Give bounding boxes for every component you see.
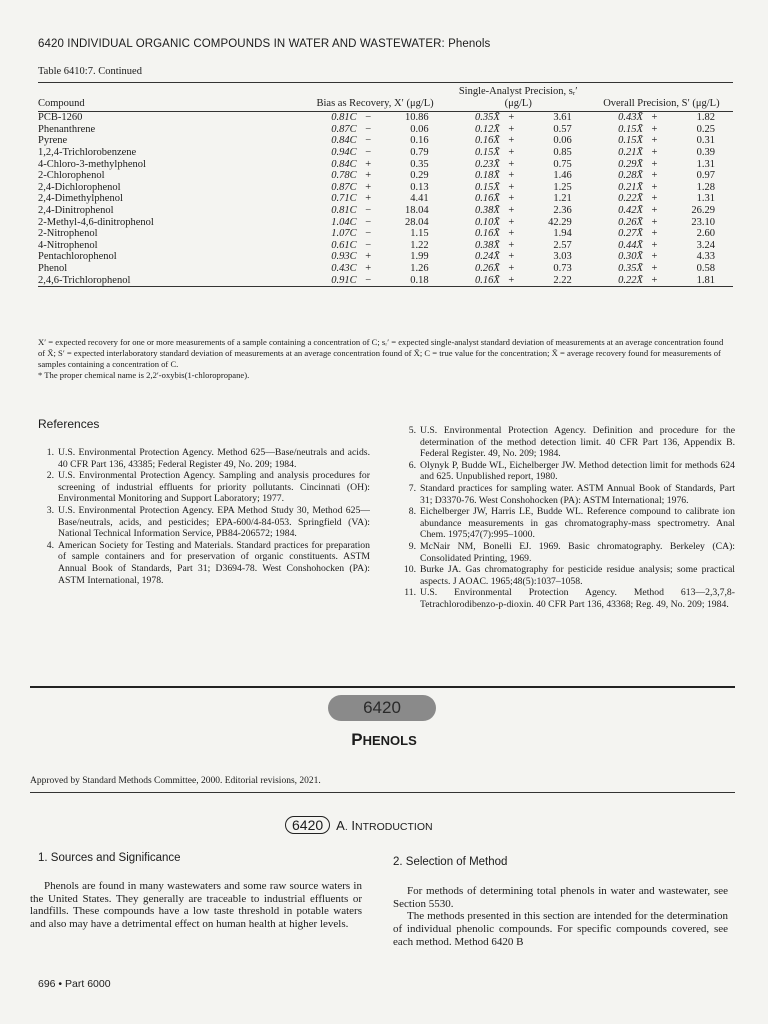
- bias-constant: 18.04: [405, 204, 429, 216]
- reference-text: U.S. Environmental Protection Agency. Definition and procedure for the determination of the method detection limit. 40 CFR Part 136, Appendix B. Federal Register. 49, No. 209; 1984.: [420, 425, 735, 460]
- overall-coefficient: 0.30X̄: [618, 251, 643, 263]
- table-caption: Table 6410:7. Continued: [38, 66, 142, 77]
- single-operator: +: [508, 135, 515, 147]
- overall-constant: 1.31: [696, 158, 715, 170]
- table-row: [38, 240, 733, 252]
- single-constant: 3.61: [553, 112, 572, 124]
- bias-operator: −: [365, 239, 372, 251]
- footnote-definitions: X′ = expected recovery for one or more measurements of a sample containing a concentration of C; sᵣ′ = expected single-analyst standard deviation of measurements at an average concentration found of X̄; S′ = expected interlaboratory standard deviation of measurements at an average concentration found of X̄; C = true value for the concentration; X̄ = average recovery found for measurements of samples containing a concentration of C.: [38, 337, 724, 369]
- single-operator: +: [508, 181, 515, 193]
- single-constant: 42.29: [548, 216, 572, 228]
- sources-paragraph: Phenols are found in many wastewaters and some raw source waters in the United States. They generally are traceable to industrial effluents or landfills. These compounds have a low taste threshold in potable waters and also may have a detrimental effect on human health at higher levels.: [30, 880, 362, 931]
- table-row: [38, 124, 733, 136]
- bias-constant: 0.18: [410, 274, 429, 286]
- bias-coefficient: 0.94C: [331, 146, 357, 158]
- bias-constant: 28.04: [405, 216, 429, 228]
- single-coefficient: 0.10X̄: [474, 216, 500, 228]
- bias-constant: 1.99: [410, 251, 429, 263]
- bias-operator: +: [365, 181, 372, 193]
- overall-operator: +: [651, 123, 658, 135]
- single-constant: 1.94: [553, 228, 572, 240]
- table-row: [38, 205, 733, 217]
- bias-operator: −: [365, 228, 372, 240]
- overall-operator: +: [651, 204, 658, 216]
- single-constant: 0.57: [553, 123, 572, 135]
- overall-operator: +: [651, 216, 658, 228]
- compound-name: 2-Nitrophenol: [38, 228, 98, 240]
- compound-name: 2-Chlorophenol: [38, 170, 105, 182]
- compound-name: PCB-1260: [38, 112, 83, 124]
- single-constant: 0.75: [553, 158, 572, 170]
- reference-number: 10.: [403, 564, 416, 576]
- single-constant: 2.57: [553, 239, 572, 251]
- reference-number: 7.: [408, 482, 416, 494]
- single-coefficient: 0.15X̄: [474, 146, 500, 158]
- reference-item: [400, 564, 735, 587]
- single-operator: +: [508, 228, 515, 240]
- references-heading: References: [38, 417, 100, 431]
- overall-constant: 1.28: [696, 181, 715, 193]
- table-row: [38, 193, 733, 205]
- approval-note: Approved by Standard Methods Committee, 2000. Editorial revisions, 2021.: [30, 776, 321, 786]
- overall-constant: 26.29: [691, 204, 715, 216]
- reference-item: [400, 541, 735, 564]
- single-operator: +: [508, 158, 515, 170]
- table-row: [38, 275, 733, 287]
- overall-operator: +: [651, 181, 658, 193]
- overall-constant: 1.82: [696, 112, 715, 124]
- single-coefficient: 0.24X̄: [474, 251, 500, 263]
- overall-operator: +: [651, 274, 658, 286]
- table-row: [38, 135, 733, 147]
- bias-constant: 0.06: [410, 123, 429, 135]
- table-top-rule: [38, 82, 733, 83]
- overall-coefficient: 0.35X̄: [618, 262, 643, 274]
- references-left-column: [38, 447, 370, 586]
- reference-text: U.S. Environmental Protection Agency. Method 625—Base/neutrals and acids. 40 CFR Part 136, 43385; Federal Register 49, No. 209; 1984.: [58, 447, 370, 470]
- single-coefficient: 0.26X̄: [474, 262, 500, 274]
- reference-item: [400, 425, 735, 460]
- table-row: [38, 182, 733, 194]
- overall-operator: +: [651, 112, 658, 124]
- reference-text: U.S. Environmental Protection Agency. Method 613—2,3,7,8-Tetrachlorodibenzo-p-dioxin. 40 CFR Part 136, 43368; Reg. 49, No. 209; 1984.: [420, 587, 735, 610]
- reference-item: [38, 540, 370, 586]
- overall-operator: +: [651, 193, 658, 205]
- reference-text: American Society for Testing and Materials. Standard practices for preparation of sample containers and for preservation of organic constituents. ASTM Annual Book of Standards, Part 31; D3694-78. West Conshohocken (PA): ASTM International, 1978.: [58, 539, 370, 586]
- bias-operator: −: [365, 146, 372, 158]
- bias-operator: +: [365, 158, 372, 170]
- bias-operator: −: [365, 216, 372, 228]
- method-paragraph-2: The methods presented in this section are intended for the determination of individual phenolic compounds. For specific compounds covered, see each method. Method 6420 B: [393, 910, 728, 948]
- bias-coefficient: 0.71C: [331, 193, 357, 205]
- method-paragraph-1: For methods of determining total phenols in water and wastewater, see Section 5530.: [393, 885, 728, 910]
- table-row: [38, 251, 733, 263]
- table-row: [38, 263, 733, 275]
- compound-name: 2,4,6-Trichlorophenol: [38, 274, 131, 286]
- single-operator: +: [508, 262, 515, 274]
- overall-constant: 23.10: [691, 216, 715, 228]
- compound-name: 4-Nitrophenol: [38, 239, 98, 251]
- compound-name: 1,2,4-Trichlorobenzene: [38, 146, 137, 158]
- page-folio: 696 • Part 6000: [38, 978, 111, 990]
- overall-operator: +: [651, 228, 658, 240]
- intro-heading: [285, 817, 433, 833]
- single-coefficient: 0.12X̄: [474, 123, 500, 135]
- single-operator: +: [508, 146, 515, 158]
- single-coefficient: 0.18X̄: [474, 170, 500, 182]
- bias-constant: 0.79: [410, 146, 429, 158]
- overall-coefficient: 0.29X̄: [618, 158, 643, 170]
- overall-constant: 0.31: [696, 135, 715, 147]
- compound-name: 2,4-Dimethylphenol: [38, 193, 123, 205]
- bias-coefficient: 1.07C: [331, 228, 357, 240]
- single-constant: 0.06: [553, 135, 572, 147]
- single-constant: 1.25: [553, 181, 572, 193]
- sources-heading: 1. Sources and Significance: [38, 852, 181, 864]
- bias-operator: −: [365, 135, 372, 147]
- overall-constant: 0.25: [696, 123, 715, 135]
- bias-constant: 1.22: [410, 239, 429, 251]
- reference-item: [400, 587, 735, 610]
- reference-number: 3.: [46, 504, 54, 516]
- reference-number: 2.: [46, 470, 54, 482]
- overall-coefficient: 0.21X̄: [618, 181, 643, 193]
- single-constant: 0.73: [553, 262, 572, 274]
- single-coefficient: 0.16X̄: [474, 193, 500, 205]
- compound-name: Pyrene: [38, 135, 68, 147]
- reference-text: Olynyk P, Budde WL, Eichelberger JW. Method detection limit for methods 624 and 625. Unpublished report, 1980.: [420, 459, 735, 483]
- single-coefficient: 0.38X̄: [474, 239, 500, 251]
- running-head: 6420 INDIVIDUAL ORGANIC COMPOUNDS IN WATER AND WASTEWATER: Phenols: [38, 38, 491, 50]
- table-row: [38, 170, 733, 182]
- bias-coefficient: 0.84C: [331, 158, 357, 170]
- table-row: [38, 228, 733, 240]
- overall-constant: 0.58: [696, 262, 715, 274]
- overall-constant: 2.60: [696, 228, 715, 240]
- overall-operator: +: [651, 262, 658, 274]
- bias-coefficient: 0.87C: [331, 123, 357, 135]
- overall-constant: 0.39: [696, 146, 715, 158]
- bias-coefficient: 0.81C: [331, 204, 357, 216]
- overall-coefficient: 0.28X̄: [618, 170, 643, 182]
- method-selection-heading: 2. Selection of Method: [393, 856, 508, 868]
- bias-operator: +: [365, 262, 372, 274]
- table-footnotes: [38, 337, 728, 381]
- compound-name: 2,4-Dichlorophenol: [38, 181, 121, 193]
- header-bias: Bias as Recovery, X′ (μg/L): [316, 97, 434, 109]
- single-coefficient: 0.35X̄: [474, 112, 500, 124]
- bias-constant: 1.26: [410, 262, 429, 274]
- overall-operator: +: [651, 239, 658, 251]
- section-divider: [30, 686, 735, 688]
- bias-coefficient: 0.78C: [331, 170, 357, 182]
- table-row: [38, 159, 733, 171]
- single-operator: +: [508, 112, 515, 124]
- single-constant: 1.21: [553, 193, 572, 205]
- bias-coefficient: 0.93C: [331, 251, 357, 263]
- reference-text: McNair NM, Bonelli EJ. 1969. Basic chromatography. Berkeley (CA): Consolidated Printing, 1969.: [420, 540, 735, 564]
- precision-table: [38, 86, 733, 287]
- bias-constant: 4.41: [410, 193, 429, 205]
- bias-operator: −: [365, 123, 372, 135]
- reference-item: [400, 506, 735, 541]
- bias-operator: −: [365, 274, 372, 286]
- overall-coefficient: 0.15X̄: [618, 135, 643, 147]
- header-overall: Overall Precision, S′ (μg/L): [603, 97, 720, 109]
- reference-number: 4.: [46, 539, 54, 551]
- single-constant: 1.46: [553, 170, 572, 182]
- overall-constant: 1.31: [696, 193, 715, 205]
- bias-coefficient: 0.84C: [331, 135, 357, 147]
- reference-item: [38, 505, 370, 540]
- single-constant: 2.22: [553, 274, 572, 286]
- intro-number-box: 6420: [285, 816, 330, 834]
- overall-constant: 3.24: [696, 239, 715, 251]
- bias-operator: +: [365, 251, 372, 263]
- compound-name: 2-Methyl-4,6-dinitrophenol: [38, 216, 154, 228]
- single-operator: +: [508, 251, 515, 263]
- overall-coefficient: 0.15X̄: [618, 123, 643, 135]
- single-coefficient: 0.16X̄: [474, 274, 500, 286]
- bias-constant: 0.13: [410, 181, 429, 193]
- reference-number: 1.: [46, 447, 54, 458]
- footnote-chemical-name: * The proper chemical name is 2,2′-oxybis(1-chloropropane).: [38, 370, 250, 380]
- bias-constant: 0.35: [410, 158, 429, 170]
- single-operator: +: [508, 123, 515, 135]
- reference-number: 9.: [408, 540, 416, 552]
- overall-coefficient: 0.21X̄: [618, 146, 643, 158]
- reference-number: 11.: [404, 587, 416, 599]
- overall-operator: +: [651, 158, 658, 170]
- single-coefficient: 0.23X̄: [474, 158, 500, 170]
- reference-number: 8.: [408, 506, 416, 518]
- bias-operator: −: [365, 204, 372, 216]
- overall-constant: 0.97: [696, 170, 715, 182]
- overall-constant: 1.81: [696, 274, 715, 286]
- reference-text: Burke JA. Gas chromatography for pesticide residue analysis; some practical aspects. J AOAC. 1965;48(5):1037–1058.: [420, 564, 735, 587]
- bias-constant: 0.16: [410, 135, 429, 147]
- reference-text: U.S. Environmental Protection Agency. Sampling and analysis procedures for screening of industrial effluents for priority pollutants. Cincinnati (OH): Environmental Monitoring and Support Laboratory; 1977.: [58, 470, 370, 505]
- bias-coefficient: 0.81C: [331, 112, 357, 124]
- bias-coefficient: 0.61C: [331, 239, 357, 251]
- single-coefficient: 0.15X̄: [474, 181, 500, 193]
- single-operator: +: [508, 204, 515, 216]
- reference-text: Eichelberger JW, Harris LE, Budde WL. Reference compound to calibrate ion abundance measurements in gas chromatography-mass spectrometry. Anal Chem. 1975;47(7):995–1000.: [420, 506, 735, 541]
- single-coefficient: 0.16X̄: [474, 135, 500, 147]
- compound-name: Phenol: [38, 262, 68, 274]
- overall-coefficient: 0.44X̄: [618, 239, 643, 251]
- single-constant: 0.85: [553, 146, 572, 158]
- bias-constant: 10.86: [405, 112, 429, 124]
- reference-item: [38, 447, 370, 470]
- single-operator: +: [508, 193, 515, 205]
- single-operator: +: [508, 170, 515, 182]
- references-right-column: [400, 425, 735, 611]
- reference-item: [38, 470, 370, 505]
- single-operator: +: [508, 216, 515, 228]
- reference-item: [400, 483, 735, 506]
- single-constant: 2.36: [553, 204, 572, 216]
- overall-constant: 4.33: [696, 251, 715, 263]
- bias-coefficient: 1.04C: [331, 216, 357, 228]
- section-title: PHENOLS: [351, 730, 417, 749]
- overall-coefficient: 0.22X̄: [618, 274, 643, 286]
- overall-operator: +: [651, 146, 658, 158]
- table-row: [38, 147, 733, 159]
- overall-coefficient: 0.27X̄: [618, 228, 643, 240]
- overall-operator: +: [651, 170, 658, 182]
- approval-rule: [30, 792, 735, 793]
- compound-name: 2,4-Dinitrophenol: [38, 204, 114, 216]
- sources-text: [30, 880, 362, 931]
- bias-constant: 0.29: [410, 170, 429, 182]
- reference-number: 5.: [408, 425, 416, 436]
- header-compound: Compound: [38, 97, 85, 109]
- reference-text: U.S. Environmental Protection Agency. EPA Method Study 30, Method 625—Base/neutrals, acids, and pesticides; EPA-600/4-84-053. Springfield (VA): National Technical Information Service, PB84-206572; 1984.: [58, 504, 370, 540]
- compound-name: Phenanthrene: [38, 123, 96, 135]
- header-single: Single-Analyst Precision, sᵣ′ (μg/L): [458, 86, 578, 109]
- bias-coefficient: 0.87C: [331, 181, 357, 193]
- reference-item: [400, 460, 735, 483]
- reference-text: Standard practices for sampling water. ASTM Annual Book of Standards, Part 31; D3370-76. West Conshohocken (PA): ASTM International; 1976.: [420, 482, 735, 506]
- overall-coefficient: 0.22X̄: [618, 193, 643, 205]
- overall-coefficient: 0.26X̄: [618, 216, 643, 228]
- table-row: [38, 112, 733, 124]
- bias-operator: +: [365, 170, 372, 182]
- bias-coefficient: 0.91C: [331, 274, 357, 286]
- single-operator: +: [508, 239, 515, 251]
- single-coefficient: 0.38X̄: [474, 204, 500, 216]
- method-selection-text: [393, 885, 728, 949]
- single-constant: 3.03: [553, 251, 572, 263]
- bias-coefficient: 0.43C: [331, 262, 357, 274]
- reference-number: 6.: [408, 459, 416, 471]
- single-coefficient: 0.16X̄: [474, 228, 500, 240]
- section-number-badge: 6420: [328, 695, 436, 721]
- overall-coefficient: 0.42X̄: [618, 204, 643, 216]
- single-operator: +: [508, 274, 515, 286]
- compound-name: Pentachlorophenol: [38, 251, 117, 263]
- bias-constant: 1.15: [410, 228, 429, 240]
- table-row: [38, 217, 733, 229]
- bias-operator: −: [365, 112, 372, 124]
- bias-operator: +: [365, 193, 372, 205]
- overall-operator: +: [651, 251, 658, 263]
- compound-name: 4-Chloro-3-methylphenol: [38, 158, 146, 170]
- intro-title: A. INTRODUCTION: [336, 818, 433, 833]
- overall-operator: +: [651, 135, 658, 147]
- overall-coefficient: 0.43X̄: [618, 112, 643, 124]
